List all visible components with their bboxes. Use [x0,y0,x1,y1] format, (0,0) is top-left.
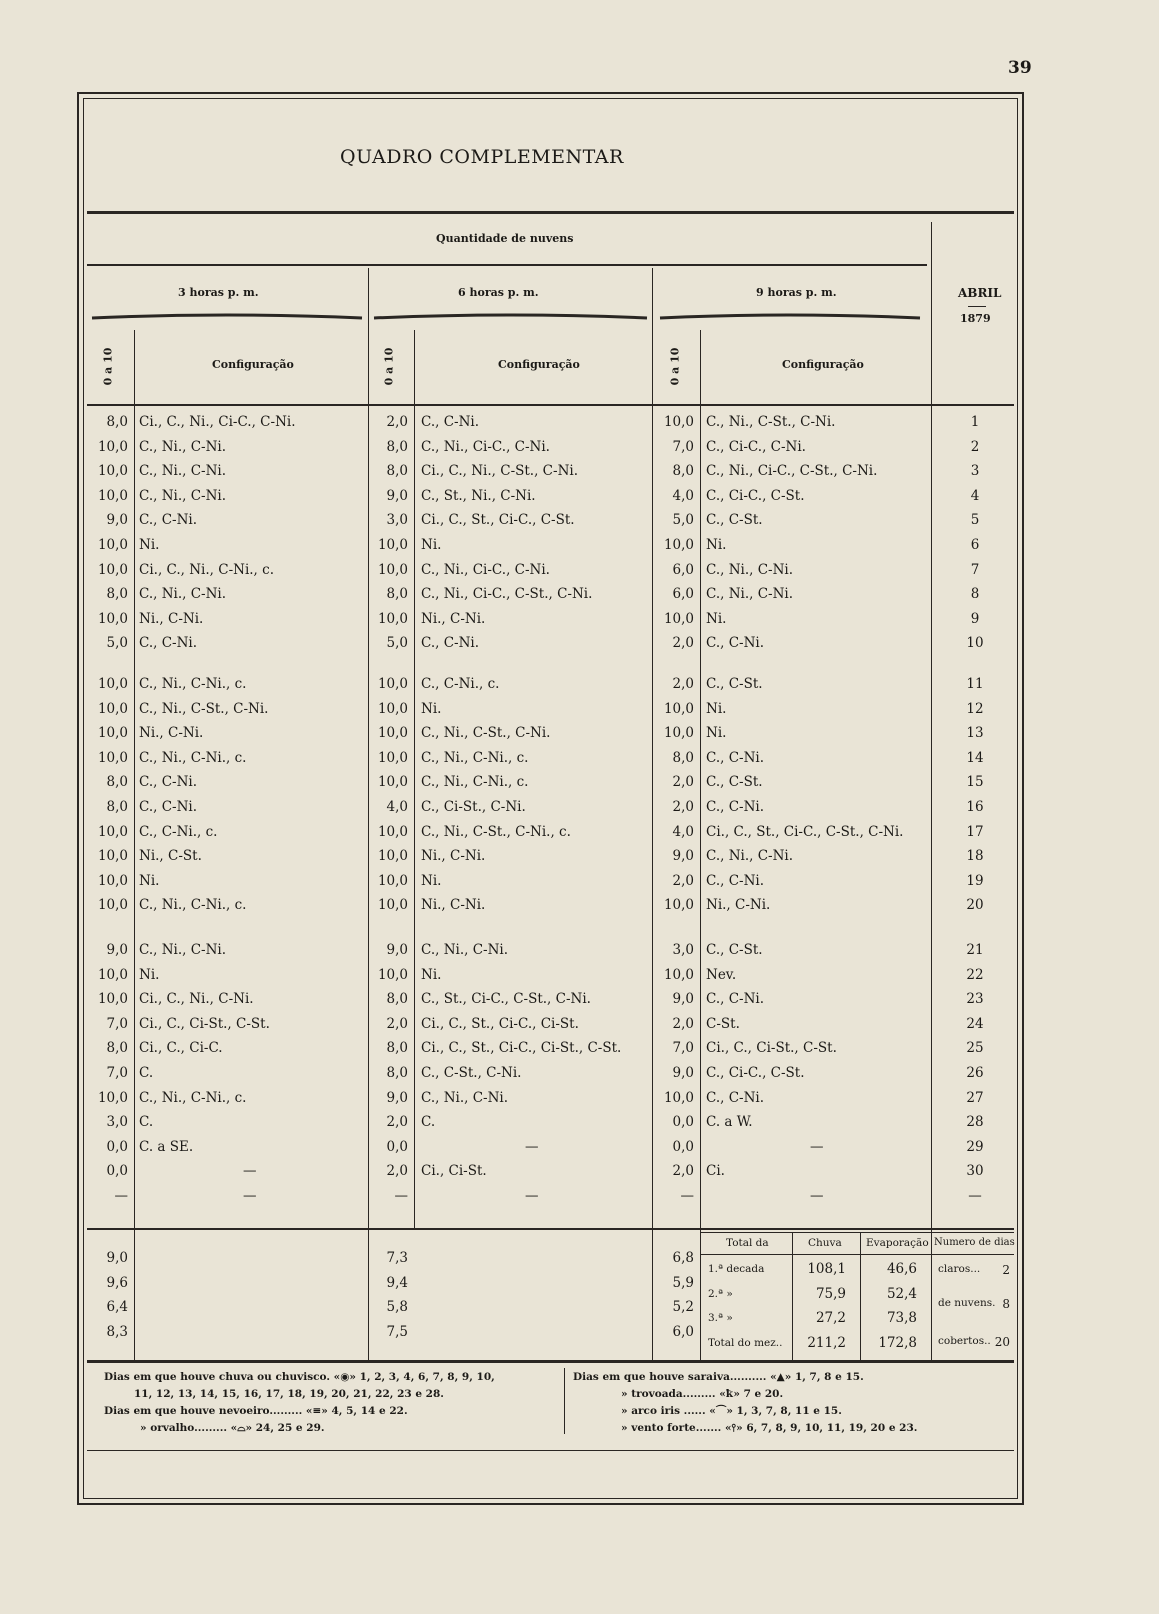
cloud-9pm: 10,0 [663,610,694,627]
config-9pm: C., Ci-C., C-Ni. [706,438,806,455]
config-9pm: C., C-St. [706,942,763,958]
day-number: 17 [966,823,984,840]
cloud-6pm: 10,0 [377,774,408,791]
cloud-3pm: 10,0 [97,610,128,627]
config-9pm: Ci., C., Ci-St., C-St. [706,1040,837,1057]
config-9pm: C., C-Ni. [706,799,765,815]
config-9pm: Ci., C., St., Ci-C., C-St., C-Ni. [706,823,904,840]
cloud-6pm: 8,0 [386,438,408,455]
cloud-3pm: 7,0 [106,1015,128,1032]
config-3pm: C., C-Ni., c. [139,823,218,840]
day-number: 16 [966,799,984,815]
config-6pm: C., C-Ni. [421,635,480,652]
config-3pm: — [243,1188,257,1204]
cloud-3pm: 10,0 [97,991,128,1008]
footer-bottom-rule [87,1450,1014,1451]
totals-row-label: 1.ª decada [708,1263,765,1275]
config-6pm: — [525,1188,539,1204]
config-9pm: C., C-St. [706,676,763,692]
day-number: 28 [966,1114,984,1131]
config-3pm: C., Ni., C-Ni. [139,487,227,504]
cloud-3pm: 10,0 [97,561,128,578]
config-6pm: C., C-St., C-Ni. [421,1065,522,1081]
config-label-1: Configuração [212,358,294,371]
cloud-3pm: 8,0 [106,1040,128,1057]
cloud-3pm: 0,0 [106,1138,128,1155]
config-3pm: C., C-Ni. [139,635,198,652]
cloud-6pm: 10,0 [377,725,408,742]
config-9pm: Ci. [706,1163,725,1180]
config-3pm: C., Ni., C-Ni. [139,463,227,480]
cloud-3pm: 8,0 [106,774,128,791]
cloud-3pm: 7,0 [106,1065,128,1081]
config-3pm: Ci., C., Ni., C-Ni. [139,991,254,1008]
config-6pm: Ci., C., St., Ci-C., C-St. [421,512,575,529]
cloud-9pm: 5,0 [672,512,694,529]
footer-right-line: » trovoada......... «ꝁ» 7 e 20. [621,1388,784,1400]
config-9pm: Ni. [706,725,727,742]
days-value: 20 [994,1335,1010,1349]
cloud-9pm: 6,0 [672,586,694,603]
cloud-9pm: 9,0 [672,1065,694,1081]
config-3pm: C., Ni., C-Ni., c. [139,676,247,692]
page-number: 39 [1008,58,1032,78]
totals-col-line [931,1232,932,1360]
cloud-3pm: 10,0 [97,749,128,766]
config-9pm: C., Ni., C-St., C-Ni. [706,414,836,430]
avg-6pm: 7,5 [386,1323,408,1340]
avg-6pm: 9,4 [386,1274,408,1291]
config-9pm: C., C-Ni. [706,872,765,889]
cloud-6pm: 9,0 [386,1089,408,1106]
avg-3pm: 9,0 [106,1250,128,1266]
cloud-6pm: 2,0 [386,1114,408,1131]
totals-chuva: 27,2 [815,1310,846,1326]
avg-3pm: 6,4 [106,1299,128,1315]
config-9pm: Ni. [706,700,727,717]
day-number: 4 [970,487,980,504]
cloud-6pm: 10,0 [377,610,408,627]
col-line-1 [134,330,135,1360]
day-number: 10 [966,635,984,652]
cloud-6pm: 0,0 [386,1138,408,1155]
config-3pm: Ni., C-Ni. [139,725,204,742]
config-3pm: C., C-Ni. [139,774,198,791]
config-6pm: C., Ni., Ci-C., C-St., C-Ni. [421,586,593,603]
config-3pm: C., C-Ni. [139,512,198,529]
day-number: 18 [966,848,984,865]
cloud-9pm: 8,0 [672,463,694,480]
config-6pm: Ci., C., St., Ci-C., Ci-St., C-St. [421,1040,622,1057]
month-year-dash [968,306,986,307]
day-number: 12 [966,700,984,717]
config-3pm: Ci., C., Ci-C. [139,1040,223,1057]
config-6pm: C., Ci-St., C-Ni. [421,799,526,815]
scale-label-3: 0 a 10 [668,347,682,386]
cloud-3pm: 0,0 [106,1163,128,1180]
totals-evap: 46,6 [886,1261,917,1277]
totals-row-label: 3.ª » [708,1312,733,1324]
config-3pm: Ni. [139,537,160,553]
config-6pm: — [525,1138,539,1155]
config-3pm: C., Ni., C-Ni., c. [139,897,247,914]
cloud-3pm: 10,0 [97,848,128,865]
config-3pm: C. [139,1114,154,1131]
cloud-3pm: 9,0 [106,512,128,529]
config-9pm: Ni. [706,537,727,553]
config-6pm: Ni. [421,966,442,983]
config-9pm: C. a W. [706,1114,753,1131]
cloud-6pm: 8,0 [386,586,408,603]
config-9pm: — [810,1138,824,1155]
cloud-3pm: 8,0 [106,586,128,603]
config-3pm: C., Ni., C-Ni. [139,438,227,455]
day-number: 23 [966,991,984,1008]
config-6pm: Ci., C., Ni., C-St., C-Ni. [421,463,578,480]
day-number: — [968,1188,982,1204]
cloud-6pm: 2,0 [386,1015,408,1032]
day-number: 30 [966,1163,984,1180]
cloud-3pm: 8,0 [106,799,128,815]
totals-row-label: 2.ª » [708,1287,733,1300]
config-9pm: C., Ni., C-Ni. [706,586,794,603]
config-3pm: Ni., C-St. [139,848,202,865]
day-number: 22 [966,966,984,983]
config-6pm: C., C-Ni. [421,414,480,430]
config-6pm: C., C-Ni., c. [421,676,500,692]
cloud-6pm: 9,0 [386,487,408,504]
page-title: QUADRO COMPLEMENTAR [340,146,624,168]
day-number: 24 [966,1015,984,1032]
day-number: 19 [966,872,984,889]
config-3pm: C., Ni., C-Ni., c. [139,749,247,766]
config-6pm: C., Ni., C-Ni. [421,942,509,958]
avg-3pm: 9,6 [106,1274,128,1291]
cloud-6pm: 2,0 [386,1163,408,1180]
cloud-3pm: 10,0 [97,966,128,983]
config-9pm: Ni. [706,610,727,627]
day-number: 5 [970,512,980,529]
header-period-3: 9 horas p. m. [756,286,837,299]
config-3pm: Ci., C., Ni., Ci-C., C-Ni. [139,414,296,430]
cloud-3pm: 8,0 [106,414,128,430]
cloud-3pm: 9,0 [106,942,128,958]
days-label: de nuvens. [938,1297,996,1309]
totals-header-evap: Evaporação [866,1237,929,1249]
config-9pm: C., C-St. [706,774,763,791]
day-number: 8 [970,586,980,603]
period-rules [87,310,927,326]
avg-9pm: 5,9 [672,1274,694,1291]
cloud-9pm: 2,0 [672,774,694,791]
cloud-6pm: 8,0 [386,991,408,1008]
totals-rule [700,1254,1014,1255]
cloud-6pm: 3,0 [386,512,408,529]
totals-row-label: Total do mez.. [708,1336,783,1349]
cloud-6pm: 10,0 [377,872,408,889]
config-6pm: C., St., Ni., C-Ni. [421,487,536,504]
cloud-6pm: 10,0 [377,749,408,766]
cloud-6pm: 10,0 [377,848,408,865]
config-9pm: C., Ci-C., C-St. [706,1065,805,1081]
days-value: 8 [1002,1297,1010,1311]
days-label: cobertos.. [938,1335,991,1347]
cloud-3pm: 10,0 [97,1089,128,1106]
cloud-9pm: 10,0 [663,966,694,983]
cloud-3pm: 10,0 [97,823,128,840]
config-3pm: C. [139,1065,154,1081]
footer-right-line: Dias em que houve saraiva.......... «▲» 1, 7, 8 e 15. [573,1371,864,1383]
config-9pm: C., C-Ni. [706,749,765,766]
config-6pm: Ni., C-Ni. [421,848,486,865]
avg-3pm: 8,3 [106,1323,128,1340]
cloud-9pm: 10,0 [663,1089,694,1106]
day-number: 2 [970,438,980,455]
cloud-9pm: 10,0 [663,537,694,553]
summary-rule [87,1228,1014,1230]
col-line-3 [414,330,415,1228]
config-3pm: Ni. [139,872,160,889]
cloud-9pm: — [680,1188,694,1204]
cloud-9pm: 10,0 [663,414,694,430]
config-6pm: Ni. [421,872,442,889]
days-label: claros... [938,1263,981,1275]
cloud-9pm: 10,0 [663,725,694,742]
cloud-9pm: 0,0 [672,1138,694,1155]
config-label-3: Configuração [782,358,864,371]
header-bottom-rule [87,404,1014,406]
config-9pm: C., Ni., C-Ni. [706,848,794,865]
config-3pm: Ni., C-Ni. [139,610,204,627]
cloud-6pm: 8,0 [386,463,408,480]
avg-6pm: 7,3 [386,1250,408,1266]
totals-header-chuva: Chuva [808,1237,842,1249]
cloud-3pm: 10,0 [97,438,128,455]
config-6pm: C., Ni., Ci-C., C-Ni. [421,561,550,578]
day-number: 29 [966,1138,984,1155]
avg-9pm: 6,0 [672,1323,694,1340]
cloud-9pm: 3,0 [672,942,694,958]
cloud-3pm: 10,0 [97,537,128,553]
cloud-3pm: 10,0 [97,676,128,692]
config-9pm: C., Ci-C., C-St. [706,487,805,504]
cloud-6pm: 5,0 [386,635,408,652]
cloud-3pm: 10,0 [97,487,128,504]
config-3pm: Ni. [139,966,160,983]
day-number: 1 [970,414,980,430]
avg-6pm: 5,8 [386,1299,408,1315]
avg-9pm: 5,2 [672,1299,694,1315]
config-3pm: C., Ni., C-Ni., c. [139,1089,247,1106]
footer-right-line: » arco iris ...... «⌒» 1, 3, 7, 8, 11 e 15. [621,1405,842,1417]
cloud-9pm: 7,0 [672,1040,694,1057]
cloud-6pm: 9,0 [386,942,408,958]
config-6pm: Ci., C., St., Ci-C., Ci-St. [421,1015,579,1032]
cloud-9pm: 2,0 [672,1163,694,1180]
day-number: 26 [966,1065,984,1081]
cloud-9pm: 10,0 [663,700,694,717]
config-3pm: C., C-Ni. [139,799,198,815]
totals-header-total: Total da [726,1237,769,1249]
cloud-9pm: 7,0 [672,438,694,455]
cloud-9pm: 6,0 [672,561,694,578]
config-3pm: C., Ni., C-Ni. [139,586,227,603]
totals-chuva: 75,9 [815,1285,846,1302]
totals-chuva: 211,2 [807,1334,846,1351]
cloud-6pm: 10,0 [377,561,408,578]
day-number: 27 [966,1089,984,1106]
header-main: Quantidade de nuvens [436,232,574,245]
cloud-9pm: 2,0 [672,799,694,815]
day-number: 15 [966,774,984,791]
cloud-3pm: 10,0 [97,725,128,742]
config-6pm: C., Ni., Ci-C., C-Ni. [421,438,550,455]
cloud-9pm: 8,0 [672,749,694,766]
config-6pm: Ni., C-Ni. [421,897,486,914]
config-3pm: Ci., C., Ni., C-Ni., c. [139,561,274,578]
cloud-6pm: 8,0 [386,1065,408,1081]
cloud-6pm: 10,0 [377,537,408,553]
cloud-3pm: 3,0 [106,1114,128,1131]
cloud-9pm: 4,0 [672,823,694,840]
header-year: 1879 [960,312,991,325]
col-line-5 [700,330,701,1360]
config-9pm: C., C-Ni. [706,1089,765,1106]
day-number: 7 [970,561,980,578]
config-6pm: C., Ni., C-Ni., c. [421,749,529,766]
config-9pm: Nev. [706,966,737,983]
footer-left-line: 11, 12, 13, 14, 15, 16, 17, 18, 19, 20, 21, 22, 23 e 28. [134,1388,444,1400]
day-number: 14 [966,749,984,766]
config-6pm: C., Ni., C-St., C-Ni., c. [421,823,571,840]
col-line-2 [368,268,369,1360]
cloud-9pm: 2,0 [672,1015,694,1032]
scale-label-1: 0 a 10 [101,347,115,386]
cloud-9pm: 0,0 [672,1114,694,1131]
totals-chuva: 108,1 [807,1261,846,1277]
cloud-6pm: 4,0 [386,799,408,815]
day-number: 13 [966,725,984,742]
cloud-3pm: 10,0 [97,463,128,480]
cloud-3pm: — [114,1188,128,1204]
config-6pm: Ni., C-Ni. [421,610,486,627]
cloud-9pm: 2,0 [672,872,694,889]
config-9pm: C., Ni., C-Ni. [706,561,794,578]
config-9pm: C., Ni., Ci-C., C-St., C-Ni. [706,463,878,480]
config-9pm: C., C-St. [706,512,763,529]
header-top-rule [87,211,1014,214]
totals-rule [700,1232,1014,1233]
header-period-1: 3 horas p. m. [178,286,259,299]
cloud-3pm: 5,0 [106,635,128,652]
config-6pm: C., St., Ci-C., C-St., C-Ni. [421,991,591,1008]
footer-divider [564,1368,565,1434]
footer-right-line: » vento forte....... «⫯» 6, 7, 8, 9, 10, 11, 19, 20 e 23. [621,1422,918,1434]
config-3pm: Ci., C., Ci-St., C-St. [139,1015,270,1032]
config-3pm: C., Ni., C-Ni. [139,942,227,958]
day-number: 3 [970,463,980,480]
config-3pm: C., Ni., C-St., C-Ni. [139,700,269,717]
day-number: 25 [966,1040,984,1057]
day-number: 11 [966,676,984,692]
config-6pm: Ni. [421,700,442,717]
header-period-2: 6 horas p. m. [458,286,539,299]
cloud-9pm: 9,0 [672,991,694,1008]
config-6pm: C. [421,1114,436,1131]
config-6pm: C., Ni., C-Ni., c. [421,774,529,791]
footer-left-line: » orvalho......... «⌓» 24, 25 e 29. [140,1422,325,1434]
header-main-rule [87,264,927,266]
cloud-3pm: 10,0 [97,897,128,914]
day-number: 9 [970,610,980,627]
footer-top-rule [87,1360,1014,1363]
cloud-3pm: 10,0 [97,872,128,889]
config-6pm: Ni. [421,537,442,553]
cloud-6pm: 10,0 [377,823,408,840]
cloud-6pm: 10,0 [377,700,408,717]
cloud-6pm: 10,0 [377,897,408,914]
config-9pm: — [810,1188,824,1204]
cloud-9pm: 10,0 [663,897,694,914]
footer-left-line: Dias em que houve nevoeiro......... «≡» 4, 5, 14 e 22. [104,1405,408,1417]
cloud-3pm: 10,0 [97,700,128,717]
config-9pm: C-St. [706,1015,740,1032]
config-6pm: C., Ni., C-Ni. [421,1089,509,1106]
cloud-9pm: 2,0 [672,635,694,652]
cloud-6pm: 10,0 [377,676,408,692]
config-label-2: Configuração [498,358,580,371]
day-number: 20 [966,897,984,914]
days-value: 2 [1002,1263,1010,1277]
header-month: ABRIL [958,286,1002,300]
config-3pm: — [243,1163,257,1180]
totals-header-days: Numero de dias [934,1237,1015,1248]
cloud-6pm: 8,0 [386,1040,408,1057]
cloud-6pm: 10,0 [377,966,408,983]
config-6pm: Ci., Ci-St. [421,1163,487,1180]
avg-9pm: 6,8 [672,1250,694,1266]
day-number: 21 [966,942,984,958]
cloud-6pm: 2,0 [386,414,408,430]
config-9pm: C., C-Ni. [706,991,765,1008]
cloud-9pm: 4,0 [672,487,694,504]
day-number: 6 [970,537,980,553]
totals-evap: 52,4 [886,1285,917,1302]
footer-left-line: Dias em que houve chuva ou chuvisco. «◉» 1, 2, 3, 4, 6, 7, 8, 9, 10, [104,1371,495,1383]
config-6pm: C., Ni., C-St., C-Ni. [421,725,551,742]
cloud-6pm: — [394,1188,408,1204]
col-line-6 [931,222,932,1360]
cloud-9pm: 9,0 [672,848,694,865]
totals-evap: 172,8 [878,1334,917,1351]
cloud-9pm: 2,0 [672,676,694,692]
totals-evap: 73,8 [886,1310,917,1326]
config-9pm: C., C-Ni. [706,635,765,652]
config-9pm: Ni., C-Ni. [706,897,771,914]
config-3pm: C. a SE. [139,1138,194,1155]
scale-label-2: 0 a 10 [382,347,396,386]
